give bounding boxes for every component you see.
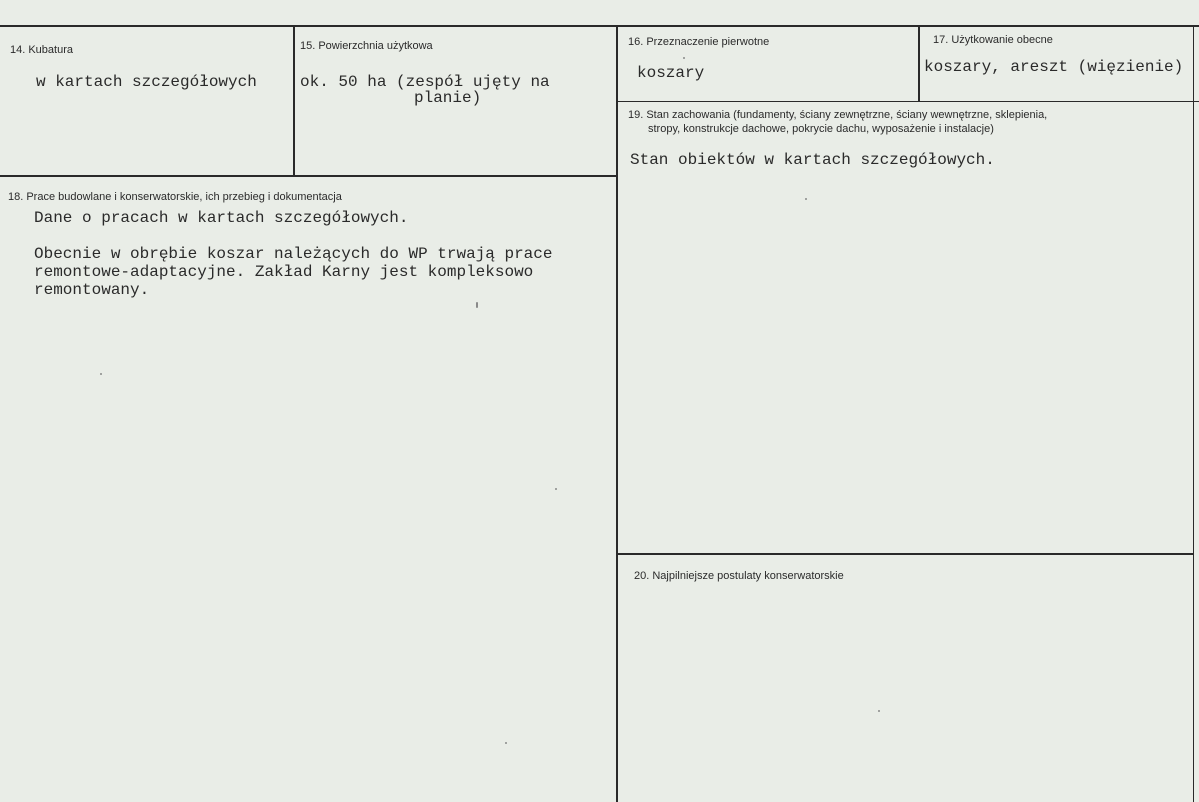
paper-speck: [878, 710, 880, 712]
field-14-label: 14. Kubatura: [10, 44, 73, 56]
field-16-label: 16. Przeznaczenie pierwotne: [628, 36, 770, 48]
paper-speck: [555, 488, 557, 490]
field-19-label-line2: stropy, konstrukcje dachowe, pokrycie dachu, wyposażenie i instalacje): [648, 123, 994, 135]
divider-14-18: [0, 175, 618, 177]
top-border: [0, 25, 1199, 27]
field-15-value-line2: planie): [414, 89, 482, 107]
paper-speck: [476, 302, 478, 308]
field-20-label: 20. Najpilniejsze postulaty konserwatorskie: [634, 570, 844, 582]
field-17-value: koszary, areszt (więzienie): [924, 58, 1184, 76]
field-18-line1: Dane o pracach w kartach szczegółowych.: [34, 209, 409, 227]
field-15-label: 15. Powierzchnia użytkowa: [300, 40, 433, 52]
divider-14-15: [293, 27, 295, 176]
paper-speck: [683, 57, 685, 59]
right-edge: [1193, 27, 1194, 802]
field-19-label-line1: 19. Stan zachowania (fundamenty, ściany zewnętrzne, ściany wewnętrzne, sklepienia,: [628, 109, 1048, 121]
paper-speck: [100, 373, 102, 375]
field-18-label: 18. Prace budowlane i konserwatorskie, ich przebieg i dokumentacja: [8, 191, 342, 203]
field-19-value: Stan obiektów w kartach szczegółowych.: [630, 151, 995, 169]
paper-speck: [805, 198, 807, 200]
divider-top-19: [618, 101, 1199, 102]
paper-speck: [505, 742, 507, 744]
divider-19-20: [618, 553, 1194, 555]
field-18-line3: remontowe-adaptacyjne. Zakład Karny jest kompleksowo: [34, 263, 534, 281]
field-18-line4: remontowany.: [34, 281, 150, 299]
field-14-value: w kartach szczegółowych: [36, 73, 257, 91]
field-18-line2: Obecnie w obrębie koszar należących do WP trwają prace: [34, 245, 553, 263]
field-17-label: 17. Użytkowanie obecne: [933, 34, 1053, 46]
divider-left-right: [616, 27, 618, 802]
field-15-value-line1: ok. 50 ha (zespół ujęty na: [300, 73, 550, 91]
field-16-value: koszary: [637, 64, 705, 82]
divider-16-17: [918, 27, 920, 102]
